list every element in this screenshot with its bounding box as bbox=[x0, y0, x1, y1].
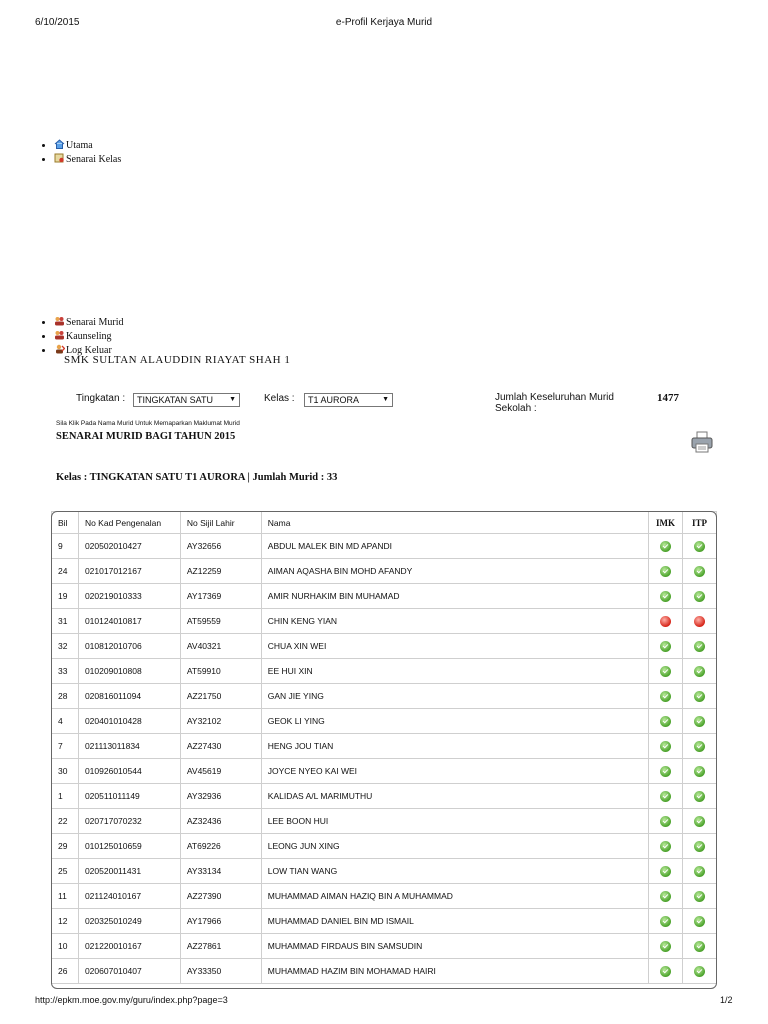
row-imk bbox=[649, 834, 683, 859]
status-complete-icon bbox=[660, 741, 671, 752]
status-complete-icon bbox=[694, 866, 705, 877]
row-itp bbox=[683, 609, 717, 634]
row-name[interactable]: EE HUI XIN bbox=[261, 659, 648, 684]
row-itp bbox=[683, 559, 717, 584]
status-complete-icon bbox=[660, 791, 671, 802]
home-icon bbox=[54, 139, 65, 149]
table-row[interactable] bbox=[52, 534, 717, 559]
status-complete-icon bbox=[694, 541, 705, 552]
table-row[interactable] bbox=[52, 584, 717, 609]
instruction-text: Sila Klik Pada Nama Murid Untuk Memaparkan Maklumat Murid bbox=[56, 420, 240, 427]
menu-label: Log Keluar bbox=[66, 345, 112, 356]
row-itp bbox=[683, 709, 717, 734]
row-name[interactable]: JOYCE NYEO KAI WEI bbox=[261, 759, 648, 784]
status-complete-icon bbox=[694, 841, 705, 852]
row-cert: AT59559 bbox=[180, 609, 261, 634]
row-bil: 29 bbox=[52, 834, 79, 859]
table-row[interactable] bbox=[52, 884, 717, 909]
status-complete-icon bbox=[660, 716, 671, 727]
row-imk bbox=[649, 684, 683, 709]
status-incomplete-icon bbox=[660, 616, 671, 627]
row-imk bbox=[649, 609, 683, 634]
status-complete-icon bbox=[660, 641, 671, 652]
status-complete-icon bbox=[694, 891, 705, 902]
row-bil: 7 bbox=[52, 734, 79, 759]
row-imk bbox=[649, 884, 683, 909]
row-ic: 020816011094 bbox=[78, 684, 180, 709]
row-name[interactable]: GEOK LI YING bbox=[261, 709, 648, 734]
row-cert: AZ27861 bbox=[180, 934, 261, 959]
row-name[interactable]: MUHAMMAD FIRDAUS BIN SAMSUDIN bbox=[261, 934, 648, 959]
status-complete-icon bbox=[660, 966, 671, 977]
status-complete-icon bbox=[694, 791, 705, 802]
col-header-itp: ITP bbox=[683, 512, 717, 534]
row-bil: 11 bbox=[52, 884, 79, 909]
row-bil: 28 bbox=[52, 684, 79, 709]
row-bil: 33 bbox=[52, 659, 79, 684]
row-name[interactable]: GAN JIE YING bbox=[261, 684, 648, 709]
row-name[interactable]: KALIDAS A/L MARIMUTHU bbox=[261, 784, 648, 809]
row-imk bbox=[649, 584, 683, 609]
row-name[interactable]: CHIN KENG YIAN bbox=[261, 609, 648, 634]
row-cert: AY32102 bbox=[180, 709, 261, 734]
row-itp bbox=[683, 934, 717, 959]
row-cert: AY17369 bbox=[180, 584, 261, 609]
total-label bbox=[495, 392, 614, 414]
row-imk bbox=[649, 709, 683, 734]
col-header-bil: Bil bbox=[52, 512, 79, 534]
total-label-line2: Sekolah : bbox=[495, 403, 537, 414]
col-header-cert: No Sijil Lahir bbox=[180, 512, 261, 534]
row-itp bbox=[683, 784, 717, 809]
row-ic: 020520011431 bbox=[78, 859, 180, 884]
row-itp bbox=[683, 809, 717, 834]
table-row[interactable] bbox=[52, 834, 717, 859]
menu-label: Senarai Murid bbox=[66, 317, 124, 328]
row-name[interactable]: CHUA XIN WEI bbox=[261, 634, 648, 659]
table-row[interactable] bbox=[52, 709, 717, 734]
row-ic: 010125010659 bbox=[78, 834, 180, 859]
row-cert: AY17966 bbox=[180, 909, 261, 934]
tingkatan-select[interactable] bbox=[133, 393, 240, 407]
row-imk bbox=[649, 759, 683, 784]
row-imk bbox=[649, 809, 683, 834]
status-complete-icon bbox=[660, 841, 671, 852]
row-ic: 021124010167 bbox=[78, 884, 180, 909]
chevron-down-icon: ▼ bbox=[382, 396, 389, 403]
row-ic: 010209010808 bbox=[78, 659, 180, 684]
top-menu bbox=[38, 139, 121, 167]
row-cert: AZ21750 bbox=[180, 684, 261, 709]
row-bil: 31 bbox=[52, 609, 79, 634]
row-cert: AZ12259 bbox=[180, 559, 261, 584]
row-cert: AT69226 bbox=[180, 834, 261, 859]
status-incomplete-icon bbox=[694, 616, 705, 627]
col-header-imk: IMK bbox=[649, 512, 683, 534]
row-ic: 010812010706 bbox=[78, 634, 180, 659]
row-bil: 26 bbox=[52, 959, 79, 984]
row-ic: 020401010428 bbox=[78, 709, 180, 734]
class-summary: Kelas : TINGKATAN SATU T1 AURORA | Jumlah Murid : 33 bbox=[56, 472, 338, 483]
row-cert: AY33350 bbox=[180, 959, 261, 984]
row-bil: 4 bbox=[52, 709, 79, 734]
row-ic: 010926010544 bbox=[78, 759, 180, 784]
status-complete-icon bbox=[694, 916, 705, 927]
row-imk bbox=[649, 959, 683, 984]
status-complete-icon bbox=[660, 691, 671, 702]
row-itp bbox=[683, 659, 717, 684]
row-name[interactable]: AIMAN AQASHA BIN MOHD AFANDY bbox=[261, 559, 648, 584]
status-complete-icon bbox=[694, 716, 705, 727]
row-itp bbox=[683, 734, 717, 759]
row-itp bbox=[683, 909, 717, 934]
kelas-select[interactable] bbox=[304, 393, 393, 407]
status-complete-icon bbox=[660, 766, 671, 777]
row-name[interactable]: ABDUL MALEK BIN MD APANDI bbox=[261, 534, 648, 559]
row-bil: 32 bbox=[52, 634, 79, 659]
table-row[interactable] bbox=[52, 734, 717, 759]
row-itp bbox=[683, 759, 717, 784]
row-bil: 1 bbox=[52, 784, 79, 809]
table-row[interactable] bbox=[52, 684, 717, 709]
menu-item-senarai-murid[interactable] bbox=[54, 316, 124, 330]
row-imk bbox=[649, 659, 683, 684]
row-bil: 12 bbox=[52, 909, 79, 934]
row-ic: 020219010333 bbox=[78, 584, 180, 609]
row-itp bbox=[683, 834, 717, 859]
row-cert: AY32656 bbox=[180, 534, 261, 559]
logout-icon bbox=[54, 344, 65, 354]
class-list-icon bbox=[54, 153, 65, 163]
row-bil: 25 bbox=[52, 859, 79, 884]
row-itp bbox=[683, 534, 717, 559]
row-imk bbox=[649, 534, 683, 559]
student-table bbox=[51, 511, 717, 984]
menu-item-senarai-kelas[interactable] bbox=[54, 153, 121, 167]
row-name[interactable]: MUHAMMAD DANIEL BIN MD ISMAIL bbox=[261, 909, 648, 934]
menu-label: Utama bbox=[66, 140, 93, 151]
row-bil: 22 bbox=[52, 809, 79, 834]
status-complete-icon bbox=[694, 766, 705, 777]
col-header-ic: No Kad Pengenalan bbox=[78, 512, 180, 534]
print-title: e-Profil Kerjaya Murid bbox=[335, 17, 433, 28]
menu-label: Kaunseling bbox=[66, 331, 112, 342]
row-ic: 020607010407 bbox=[78, 959, 180, 984]
row-imk bbox=[649, 634, 683, 659]
table-row[interactable] bbox=[52, 609, 717, 634]
status-complete-icon bbox=[694, 666, 705, 677]
row-ic: 021113011834 bbox=[78, 734, 180, 759]
row-name[interactable]: LEONG JUN XING bbox=[261, 834, 648, 859]
table-row[interactable] bbox=[52, 784, 717, 809]
row-name[interactable]: LEE BOON HUI bbox=[261, 809, 648, 834]
menu-item-kaunseling[interactable] bbox=[54, 330, 124, 344]
row-name[interactable]: LOW TIAN WANG bbox=[261, 859, 648, 884]
row-ic: 020717070232 bbox=[78, 809, 180, 834]
status-complete-icon bbox=[694, 566, 705, 577]
status-complete-icon bbox=[694, 741, 705, 752]
print-url: http://epkm.moe.gov.my/guru/index.php?page=3 bbox=[35, 995, 228, 1005]
row-bil: 24 bbox=[52, 559, 79, 584]
print-date: 6/10/2015 bbox=[35, 17, 80, 28]
table-row[interactable] bbox=[52, 559, 717, 584]
status-complete-icon bbox=[694, 816, 705, 827]
status-complete-icon bbox=[694, 691, 705, 702]
counseling-icon bbox=[54, 330, 65, 340]
table-row[interactable] bbox=[52, 909, 717, 934]
table-row[interactable] bbox=[52, 634, 717, 659]
status-complete-icon bbox=[660, 816, 671, 827]
table-row[interactable] bbox=[52, 859, 717, 884]
row-bil: 10 bbox=[52, 934, 79, 959]
status-complete-icon bbox=[694, 941, 705, 952]
status-complete-icon bbox=[694, 641, 705, 652]
status-complete-icon bbox=[694, 591, 705, 602]
row-imk bbox=[649, 559, 683, 584]
table-header-row bbox=[52, 512, 717, 534]
status-complete-icon bbox=[660, 916, 671, 927]
row-imk bbox=[649, 934, 683, 959]
row-bil: 9 bbox=[52, 534, 79, 559]
chevron-down-icon: ▼ bbox=[229, 396, 236, 403]
table-row[interactable] bbox=[52, 959, 717, 984]
row-ic: 021017012167 bbox=[78, 559, 180, 584]
menu-item-utama[interactable] bbox=[54, 139, 121, 153]
row-name[interactable]: MUHAMMAD HAZIM BIN MOHAMAD HAIRI bbox=[261, 959, 648, 984]
row-ic: 021220010167 bbox=[78, 934, 180, 959]
print-page-number: 1/2 bbox=[720, 995, 733, 1005]
bottom-menu bbox=[38, 316, 124, 358]
row-imk bbox=[649, 784, 683, 809]
status-complete-icon bbox=[660, 591, 671, 602]
row-bil: 19 bbox=[52, 584, 79, 609]
row-itp bbox=[683, 884, 717, 909]
row-cert: AZ27430 bbox=[180, 734, 261, 759]
total-label-line1: Jumlah Keseluruhan Murid bbox=[495, 392, 614, 403]
col-header-name: Nama bbox=[261, 512, 648, 534]
table-row[interactable] bbox=[52, 809, 717, 834]
row-name[interactable]: MUHAMMAD AIMAN HAZIQ BIN A MUHAMMAD bbox=[261, 884, 648, 909]
school-name: SMK SULTAN ALAUDDIN RIAYAT SHAH 1 bbox=[64, 354, 291, 366]
row-ic: 020502010427 bbox=[78, 534, 180, 559]
row-cert: AV45619 bbox=[180, 759, 261, 784]
row-itp bbox=[683, 634, 717, 659]
table-row[interactable] bbox=[52, 759, 717, 784]
tingkatan-selected-value: TINGKATAN SATU bbox=[137, 395, 214, 405]
tingkatan-label: Tingkatan : bbox=[76, 393, 126, 404]
print-icon[interactable] bbox=[691, 431, 713, 453]
row-cert: AV40321 bbox=[180, 634, 261, 659]
row-itp bbox=[683, 584, 717, 609]
table-row[interactable] bbox=[52, 659, 717, 684]
status-complete-icon bbox=[660, 541, 671, 552]
students-icon bbox=[54, 316, 65, 326]
kelas-label: Kelas : bbox=[264, 393, 295, 404]
list-title: SENARAI MURID BAGI TAHUN 2015 bbox=[56, 431, 236, 442]
row-itp bbox=[683, 684, 717, 709]
table-row[interactable] bbox=[52, 934, 717, 959]
row-bil: 30 bbox=[52, 759, 79, 784]
status-complete-icon bbox=[660, 891, 671, 902]
row-cert: AY33134 bbox=[180, 859, 261, 884]
row-itp bbox=[683, 859, 717, 884]
row-ic: 020511011149 bbox=[78, 784, 180, 809]
row-ic: 020325010249 bbox=[78, 909, 180, 934]
row-cert: AY32936 bbox=[180, 784, 261, 809]
kelas-selected-value: T1 AURORA bbox=[308, 395, 360, 405]
status-complete-icon bbox=[660, 566, 671, 577]
row-cert: AT59910 bbox=[180, 659, 261, 684]
row-imk bbox=[649, 859, 683, 884]
menu-label: Senarai Kelas bbox=[66, 154, 122, 165]
status-complete-icon bbox=[660, 866, 671, 877]
row-imk bbox=[649, 734, 683, 759]
row-cert: AZ32436 bbox=[180, 809, 261, 834]
status-complete-icon bbox=[660, 666, 671, 677]
row-itp bbox=[683, 959, 717, 984]
row-cert: AZ27390 bbox=[180, 884, 261, 909]
row-name[interactable]: HENG JOU TIAN bbox=[261, 734, 648, 759]
total-value: 1477 bbox=[657, 392, 679, 404]
row-imk bbox=[649, 909, 683, 934]
row-ic: 010124010817 bbox=[78, 609, 180, 634]
row-name[interactable]: AMIR NURHAKIM BIN MUHAMAD bbox=[261, 584, 648, 609]
status-complete-icon bbox=[660, 941, 671, 952]
status-complete-icon bbox=[694, 966, 705, 977]
